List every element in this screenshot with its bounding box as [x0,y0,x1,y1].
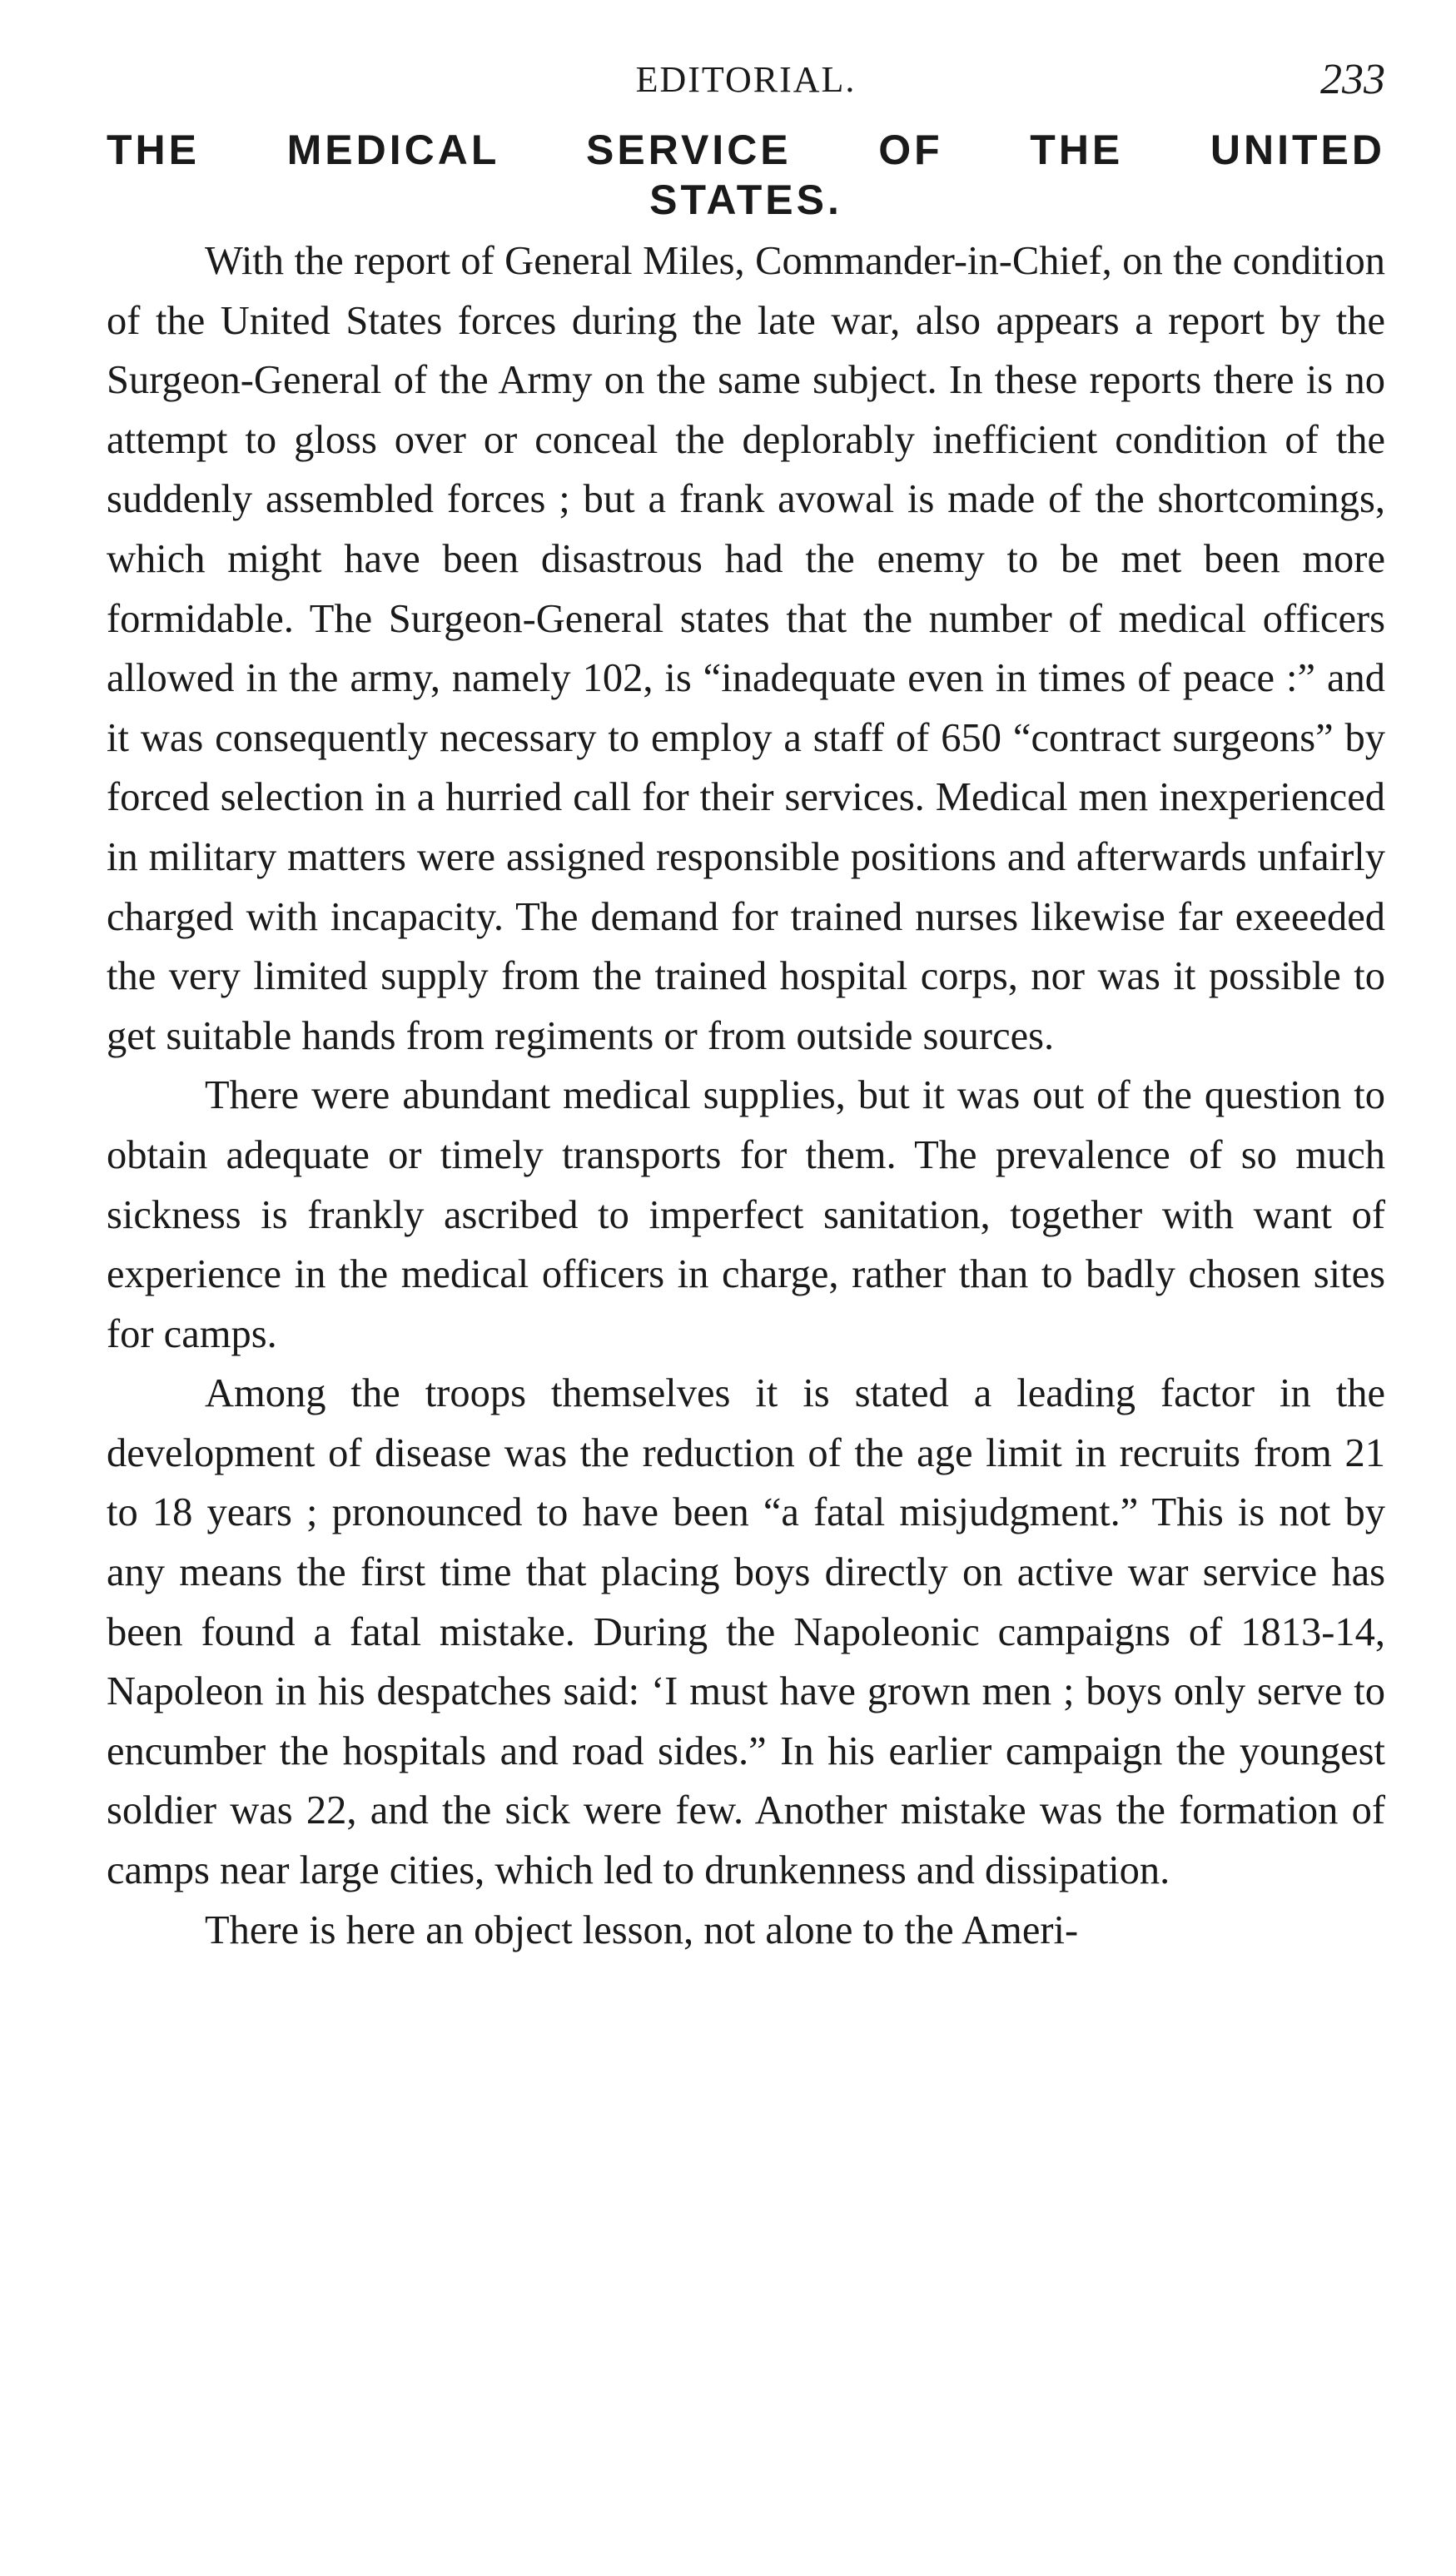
paragraph-3: Among the troops themselves it is stated a leading factor in the development of disease was the reduction of the age limit in recruits from 21 to 18 years ; pronounced to have been “a fatal misjudgment.” This is not by any means the first time that placing boys directly on active war service has been found a fatal mistake. During the Napoleonic campaigns of 1813-14, Napoleon in his despatches said: ‘I must have grown men ; boys only serve to encumber the hospitals and road sides.” In his earlier campaign the youngest soldier was 22, and the sick were few. Another mistake was the formation of camps near large cities, which led to drunkenness and dissipation. [107,1371,1385,1893]
page-number: 233 [1320,56,1385,103]
document-page [107,58,1385,1960]
article-title [107,125,1385,225]
running-title: EDITORIAL. [635,59,857,100]
paragraph-2: There were abundant medical supplies, but it was out of the question to obtain adequate or timely transports for them. The prevalence of so much sickness is frankly ascribed to imperfect sanitation, together with want of experience in the medical officers in charge, rather than to badly chosen sites for camps. [107,1073,1385,1356]
paragraph-4: There is here an object lesson, not alone to the Ameri- [205,1907,1079,1952]
article-body [107,231,1385,1960]
running-head [107,58,1385,108]
article-title-line-1: THE MEDICAL SERVICE OF THE UNITED [107,127,1385,173]
article-title-line-2: STATES. [649,177,842,223]
paragraph-1: With the report of General Miles, Commander-in-Chief, on the condition of the United States forces during the late war, also appears a report by the Surgeon-General of the Army on the same subject. In these reports there is no attempt to gloss over or conceal the deplorably inefficient condition of the suddenly assembled forces ; but a frank avowal is made of the shortcomings, which might have been disastrous had the enemy to be met been more formidable. The Surgeon-General states that the number of medical officers allowed in the army, namely 102, is “inadequate even in times of peace :” and it was consequently necessary to employ a staff of 650 “contract surgeons” by forced selection in a hurried call for their services. Medical men inexperienced in military matters were assigned responsible positions and afterwards unfairly charged with incapacity. The demand for trained nurses likewise far exeeeded the very limited supply from the trained hospital corps, nor was it possible to get suitable hands from regiments or from outside sources. [107,239,1385,1058]
